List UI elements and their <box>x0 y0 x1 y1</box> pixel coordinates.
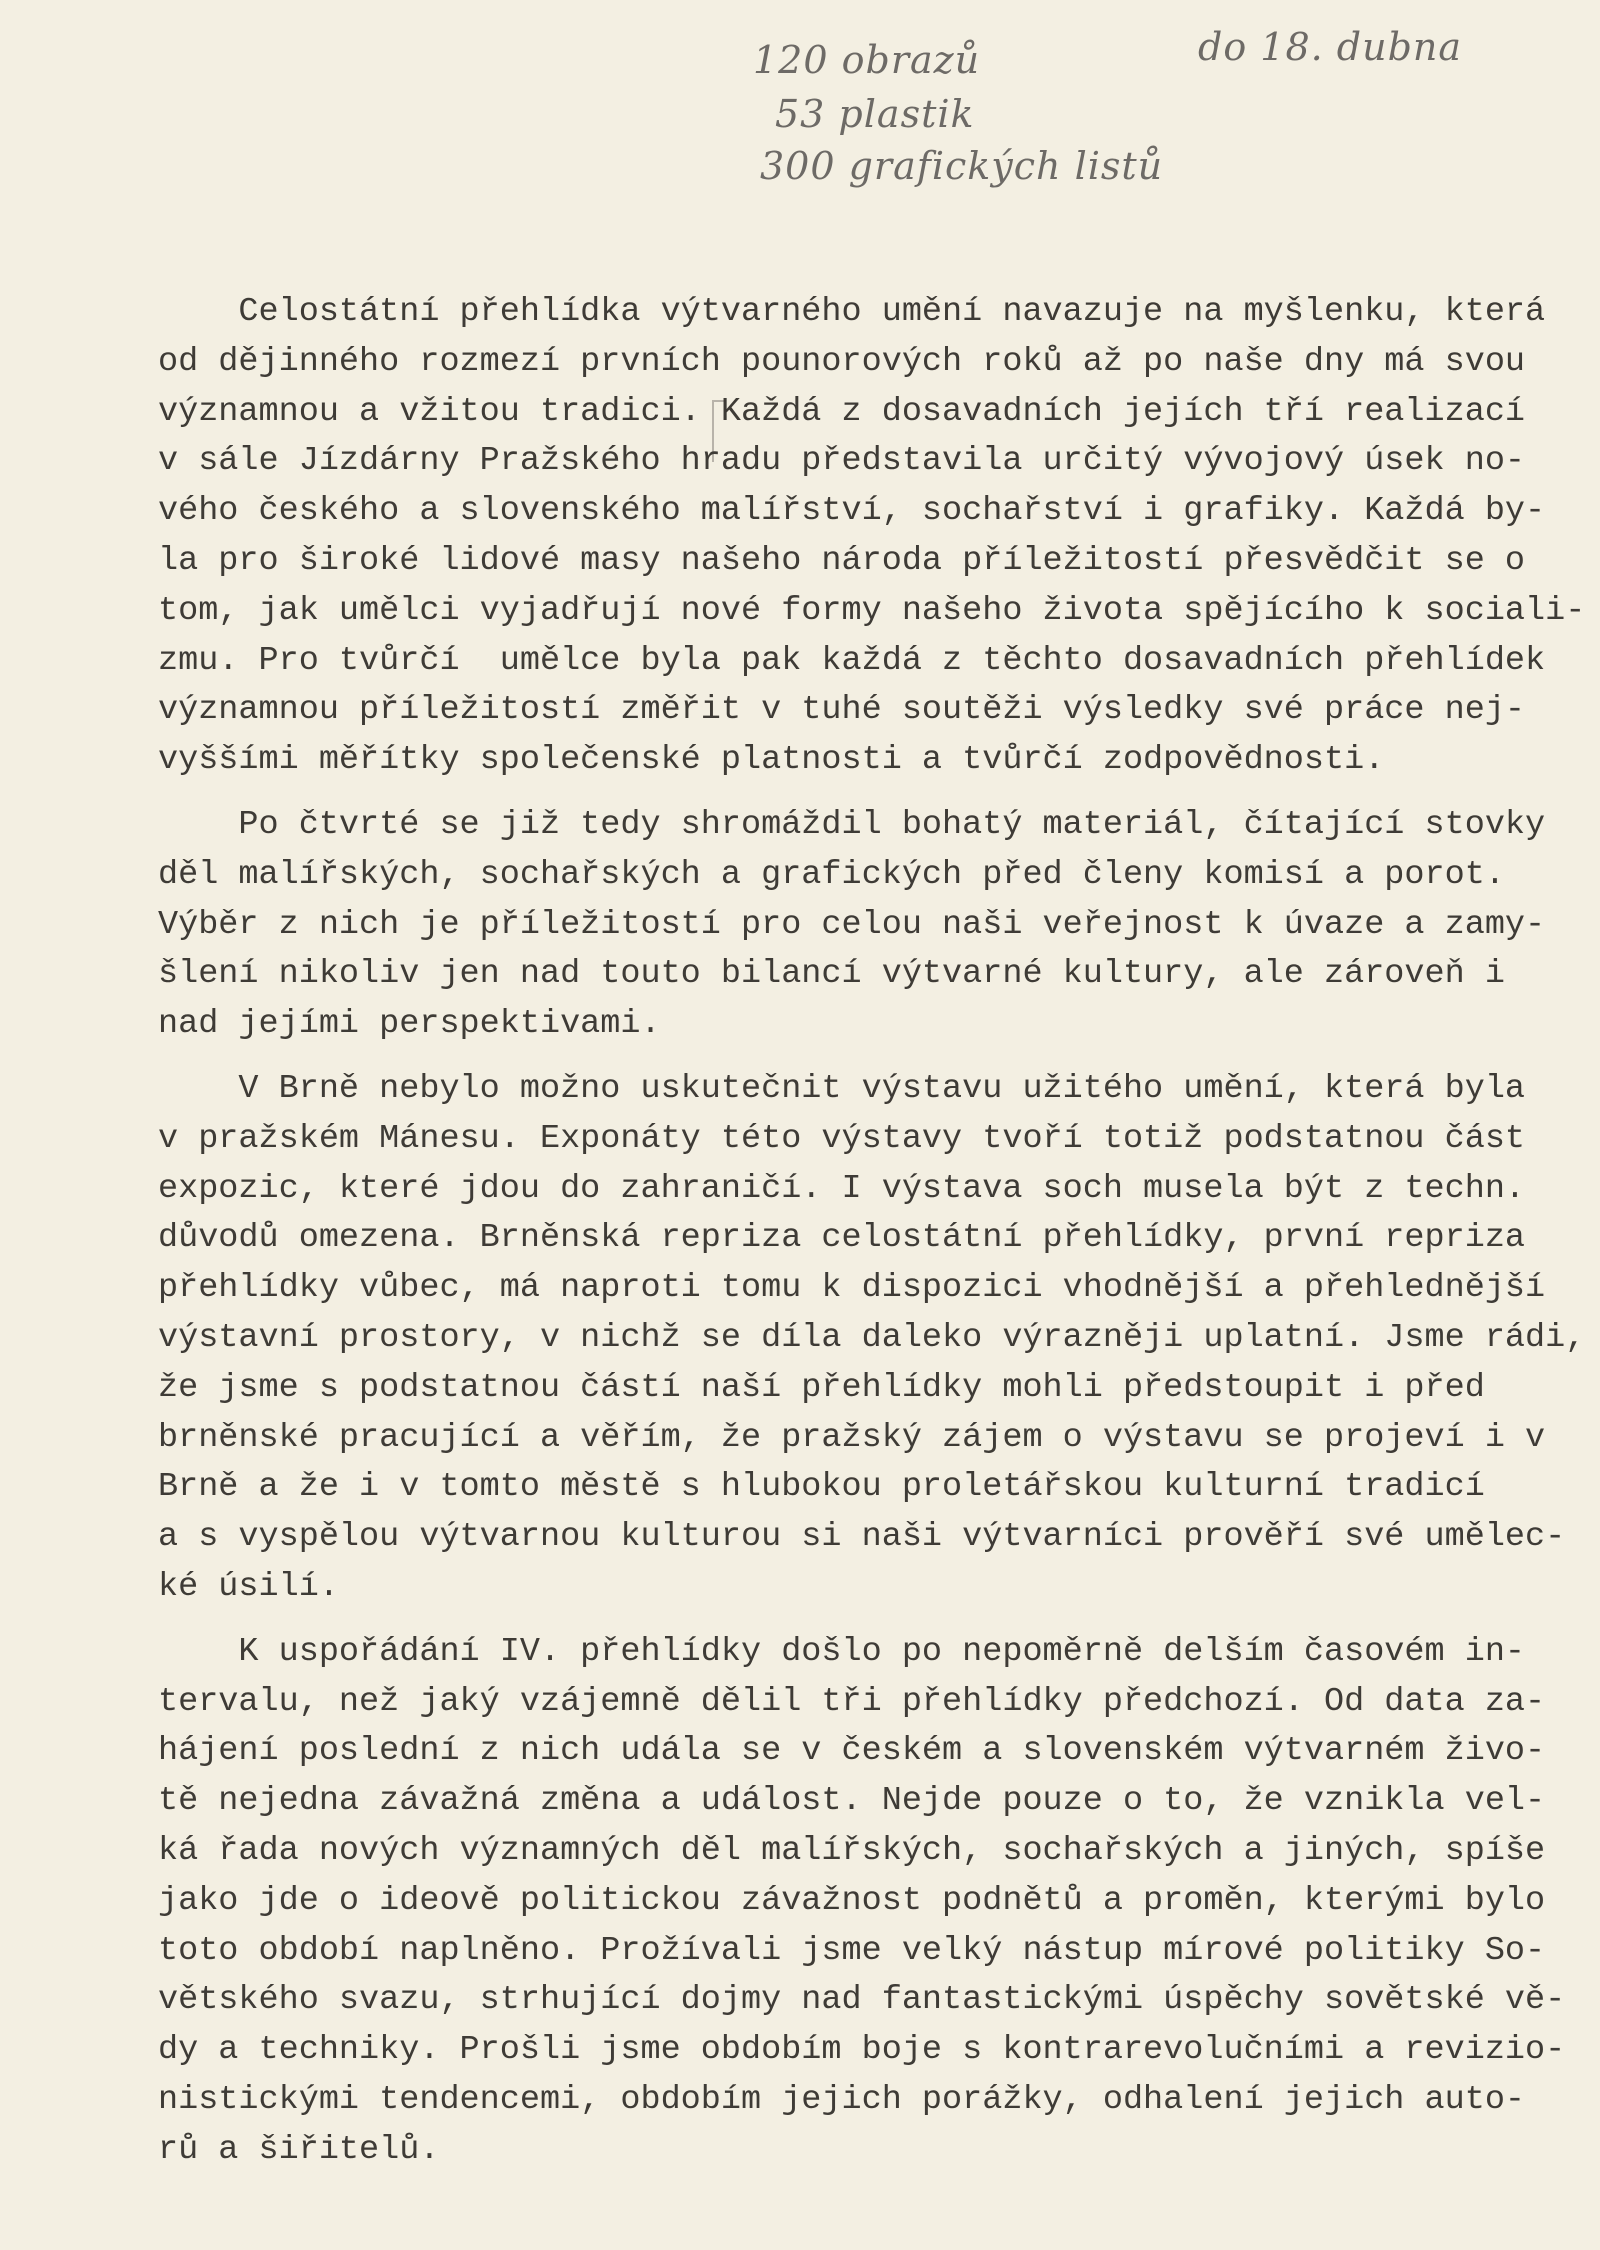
text-line: jako jde o ideově politickou závažnost podnětů a proměn, kterými bylo <box>158 1881 1546 1920</box>
text-line: v sále Jízdárny Pražského hradu představila určitý vývojový úsek no- <box>158 442 1526 481</box>
text-line: od dějinného rozmezí prvních pounorových roků až po naše dny má svou <box>158 342 1526 381</box>
text-line: nistickými tendencemi, obdobím jejich porážky, odhalení jejich auto- <box>158 2080 1526 2119</box>
text-line: rů a šiřitelů. <box>158 2130 440 2169</box>
text-line: vého českého a slovenského malířství, sochařství i grafiky. Každá by- <box>158 492 1546 531</box>
text-line: přehlídky vůbec, má naproti tomu k dispozici vhodnější a přehlednější <box>158 1269 1546 1308</box>
text-line: K uspořádání IV. přehlídky došlo po nepoměrně delším časovém in- <box>158 1632 1526 1671</box>
text-line: v pražském Mánesu. Exponáty této výstavy tvoří totiž podstatnou část <box>158 1119 1526 1158</box>
text-line: nad jejími perspektivami. <box>158 1005 661 1044</box>
text-line: la pro široké lidové masy našeho národa příležitostí přesvědčit se o <box>158 541 1526 580</box>
handwritten-note-deadline: do 18. dubna <box>1198 25 1463 69</box>
text-line: vyššími měřítky společenské platnosti a tvůrčí zodpovědnosti. <box>158 741 1385 780</box>
text-line: Výběr z nich je příležitostí pro celou naši veřejnost k úvaze a zamy- <box>158 905 1546 944</box>
handwritten-note-sculptures: 53 plastik <box>775 92 975 136</box>
text-line: významnou příležitostí změřit v tuhé soutěži výsledky své práce nej- <box>158 691 1526 730</box>
text-line: V Brně nebylo možno uskutečnit výstavu užitého umění, která byla <box>158 1069 1526 1108</box>
text-line: brněnské pracující a věřím, že pražský zájem o výstavu se projeví i v <box>158 1418 1546 1457</box>
text-line: děl malířských, sochařských a grafických před členy komisí a porot. <box>158 855 1505 894</box>
text-line: tě nejedna závažná změna a událost. Nejde pouze o to, že vznikla vel- <box>158 1782 1546 1821</box>
text-line: tervalu, než jaký vzájemně dělil tři přehlídky předchozí. Od data za- <box>158 1682 1546 1721</box>
text-line: expozic, které jdou do zahraničí. I výstava soch musela být z techn. <box>158 1169 1526 1208</box>
text-line: a s vyspělou výtvarnou kulturou si naši výtvarníci prověří své umělec- <box>158 1518 1566 1557</box>
text-line: tom, jak umělci vyjadřují nové formy našeho života spějícího k sociali- <box>158 591 1586 630</box>
text-line: Celostátní přehlídka výtvarného umění navazuje na myšlenku, která <box>158 293 1546 331</box>
text-line: důvodů omezena. Brněnská repriza celostátní přehlídky, první repriza <box>158 1219 1526 1258</box>
text-line: ká řada nových významných děl malířských, sochařských a jiných, spíše <box>158 1831 1546 1870</box>
typewritten-body <box>158 288 1586 2175</box>
handwritten-note-paintings: 120 obrazů <box>753 38 981 82</box>
paragraph <box>158 1065 1586 1613</box>
text-line: ké úsilí. <box>158 1567 339 1606</box>
text-line: šlení nikoliv jen nad touto bilancí výtvarné kultury, ale zároveň i <box>158 955 1505 994</box>
text-line: hájení poslední z nich udála se v českém a slovenském výtvarném živo- <box>158 1732 1546 1771</box>
text-line: větského svazu, strhující dojmy nad fantastickými úspěchy sovětské vě- <box>158 1981 1566 2020</box>
text-line: toto období naplněno. Prožívali jsme velký nástup mírové politiky So- <box>158 1931 1546 1970</box>
paragraph <box>158 801 1578 1050</box>
text-line: zmu. Pro tvůrčí umělce byla pak každá z těchto dosavadních přehlídek <box>158 641 1546 680</box>
text-line: významnou a vžitou tradici. Každá z dosavadních jejích tří realizací <box>158 392 1526 431</box>
paragraph <box>158 1628 1578 2176</box>
text-line: že jsme s podstatnou částí naší přehlídky mohli předstoupit i před <box>158 1368 1485 1407</box>
text-line: Brně a že i v tomto městě s hlubokou proletářskou kulturní tradicí <box>158 1468 1485 1507</box>
text-line: výstavní prostory, v nichž se díla daleko výrazněji uplatní. Jsme rádi, <box>158 1318 1586 1357</box>
paragraph <box>158 288 1586 786</box>
handwritten-note-prints: 300 grafických listů <box>760 144 1164 188</box>
text-line: Po čtvrté se již tedy shromáždil bohatý materiál, čítající stovky <box>158 805 1546 844</box>
text-line: dy a techniky. Prošli jsme obdobím boje s kontrarevolučními a revizio- <box>158 2031 1566 2070</box>
